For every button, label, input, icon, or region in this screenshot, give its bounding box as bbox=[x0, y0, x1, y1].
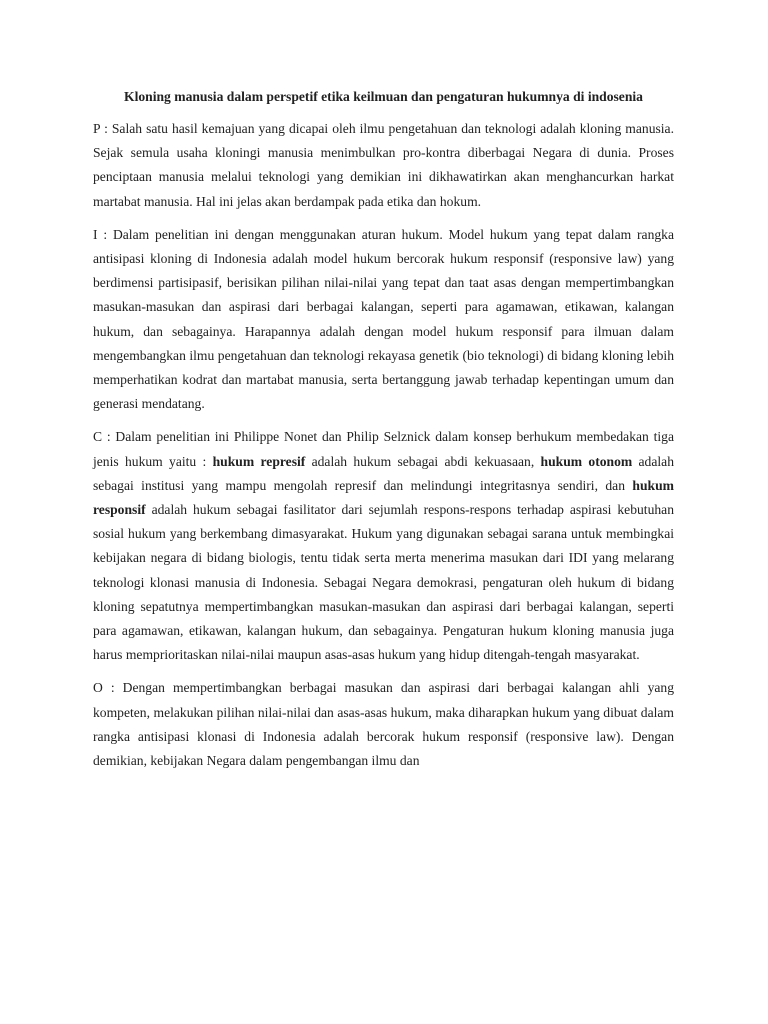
paragraph-c-text-1: C : Dalam penelitian ini Philippe Nonet dan Philip Selznick dalam konsep berhukum membedakan tiga jenis hukum yaitu : bbox=[93, 429, 674, 469]
paragraph-i: I : Dalam penelitian ini dengan menggunakan aturan hukum. Model hukum yang tepat dalam rangka antisipasi kloning di Indonesia adalah model hukum bercorak hukum responsif (responsive law) yang berdimensi partisipasif, berisikan pilihan nilai-nilai yang tepat dan taat asas dengan mempertimbangkan masukan-masukan dan aspirasi dari berbagai kalangan, seperti para agamawan, etikawan, kalangan hukum, dan sebagainya. Harapannya adalah dengan model hukum responsif para ilmuan dalam mengembangkan ilmu pengetahuan dan teknologi rekayasa genetik (bio teknologi) di bidang kloning lebih memperhatikan kodrat dan martabat manusia, serta bertanggung jawab terhadap kepentingan umum dan generasi mendatang. bbox=[93, 226, 674, 412]
paragraph-p: P : Salah satu hasil kemajuan yang dicapai oleh ilmu pengetahuan dan teknologi adalah kloning manusia. Sejak semula usaha kloningi manusia menimbulkan pro-kontra diberbagai Negara di dunia. Proses penciptaan manusia melalui teknologi yang demikian ini dikhawatirkan akan menghancurkan harkat martabat manusia. Hal ini jelas akan berdampak pada etika dan hokum. bbox=[93, 121, 674, 209]
paragraph-c-text-4: adalah hukum sebagai fasilitator dari sejumlah respons-respons terhadap aspirasi kebutuhan sosial hukum yang berkembang dimasyarakat. Hukum yang digunakan sebagai sarana untuk membingkai kebijakan negara di bidang biologis, tentu tidak serta merta menerima masukan dari IDI yang melarang teknologi klonasi manusia di Indonesia. Sebagai Negara demokrasi, pengaturan oleh hukum di bidang kloning sepatutnya mempertimbangkan masukan-masukan dan aspirasi dari berbagai kalangan, seperti para agamawan, etikawan, kalangan hukum, dan sebagainya. Pengaturan hukum kloning manusia juga harus memprioritaskan nilai-nilai maupun asas-asas hukum yang hidup ditengah-tengah masyarakat. bbox=[93, 502, 674, 663]
term-hukum-otonom: hukum otonom bbox=[540, 453, 633, 469]
paragraph-c-text-3: adalah sebagai institusi yang mampu mengolah represif dan melindungi integritasnya sendiri, dan bbox=[93, 453, 674, 493]
paragraph-c bbox=[93, 425, 674, 667]
document-title: Kloning manusia dalam perspetif etika keilmuan dan pengaturan hukumnya di indosenia bbox=[124, 89, 643, 104]
term-hukum-represif: hukum represif bbox=[212, 453, 306, 469]
paragraph-o: O : Dengan mempertimbangkan berbagai masukan dan aspirasi dari berbagai kalangan ahli yang kompeten, melakukan pilihan nilai-nilai dan asas-asas hukum, maka diharapkan hukum yang dibuat dalam rangka antisipasi klonasi di Indonesia adalah bercorak hukum responsif (responsive law). Dengan demikian, kebijakan Negara dalam pengembangan ilmu dan bbox=[93, 680, 674, 769]
term-hukum-responsif: hukum responsif bbox=[93, 477, 674, 518]
document-page bbox=[93, 85, 674, 782]
paragraph-c-text-2: adalah hukum sebagai abdi kekuasaan, bbox=[305, 453, 541, 469]
